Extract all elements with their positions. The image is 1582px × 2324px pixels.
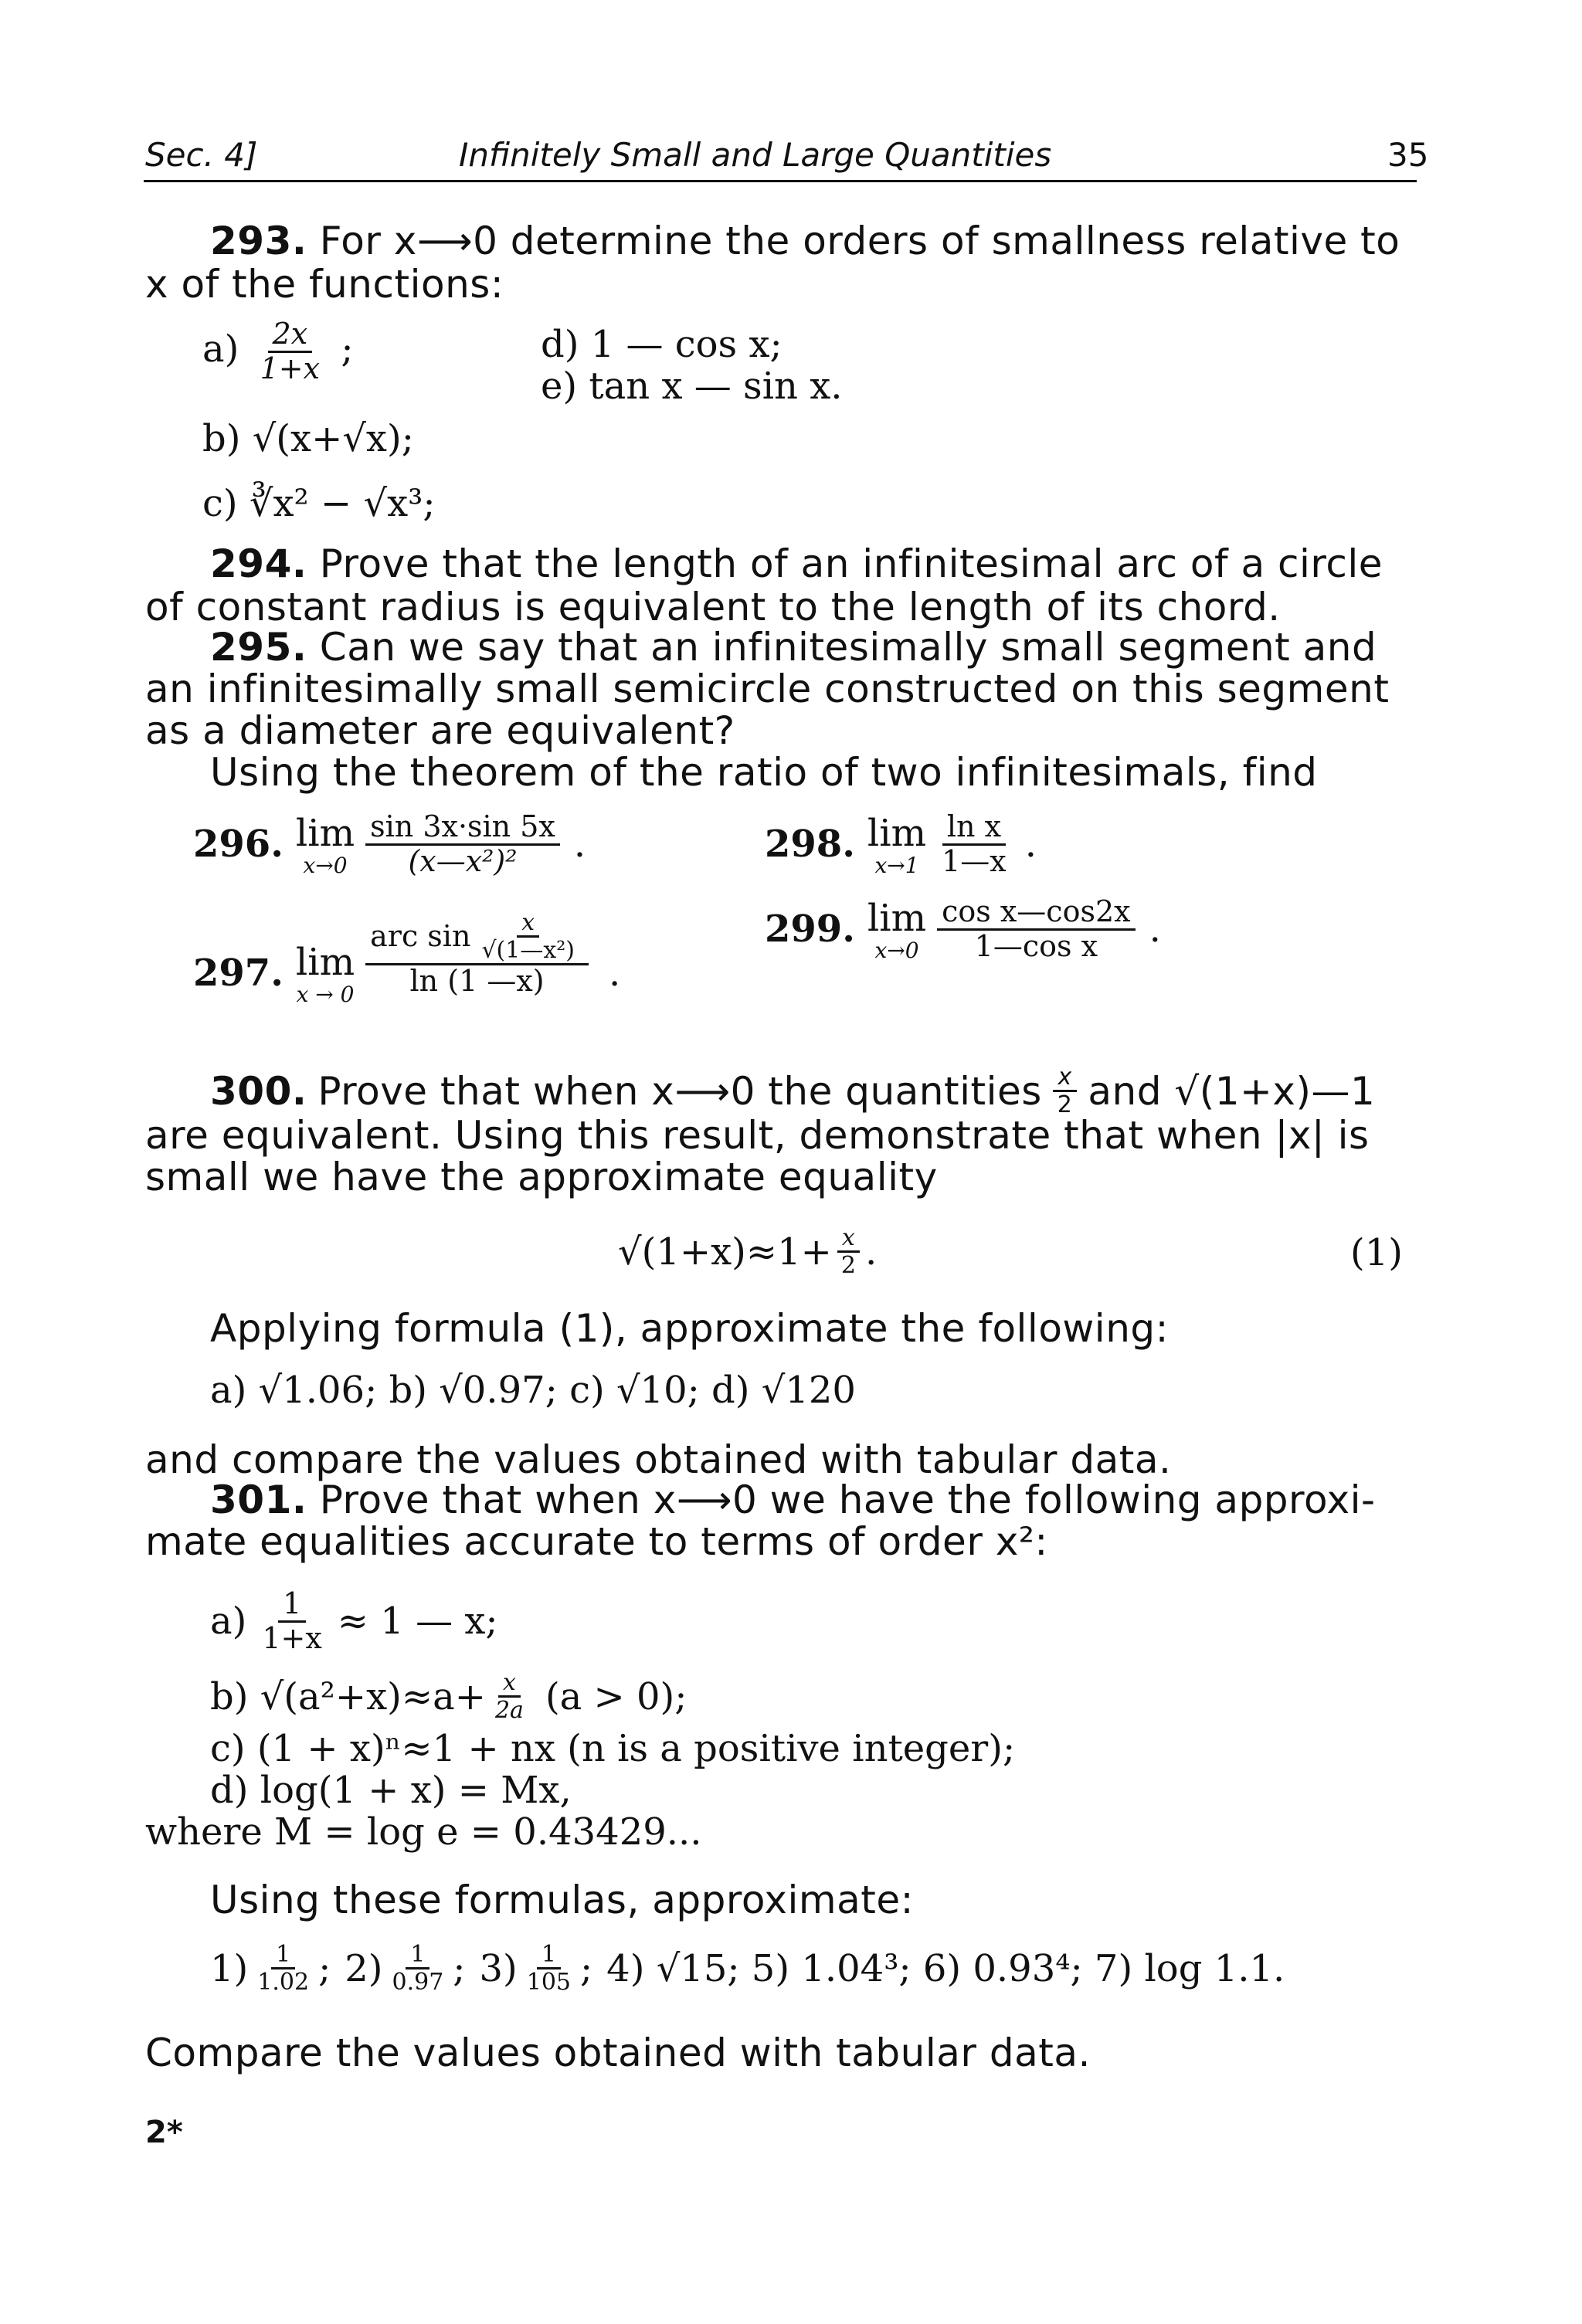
problem-294-line1: 294. Prove that the length of an infinitesimal arc of a circle (210, 541, 1383, 586)
problem-301-c: c) (1 + x)ⁿ≈1 + nx (n is a positive integer); (210, 1727, 1016, 1770)
approximation-items: 1) $\frac{1}{1.02}$ ; 2) $\frac{1}{0.97}$ ; 3) $\frac{1}{105}$ ; 4) √15; 5) 1.04³; 6) 0.93⁴; 7) log 1.1. (210, 1941, 1285, 1996)
applying-instruction: Applying formula (1), approximate the following: (210, 1306, 1169, 1351)
signature-mark: 2* (145, 2115, 183, 2150)
problem-295-line2: an infinitesimally small semicircle constructed on this segment (145, 667, 1390, 711)
fraction: $\frac{1}{1+x}$ (262, 1586, 322, 1655)
fraction: $\frac{1}{1.02}$ (257, 1941, 310, 1996)
problem-295-number: 295. (210, 625, 307, 670)
formula-1: √(1+x)≈1+ $\frac{x}{2}$ . (618, 1224, 878, 1279)
problem-295-line1: 295. Can we say that an infinitesimally small segment and (210, 625, 1377, 670)
problem-295-line3: as a diameter are equivalent? (145, 708, 735, 753)
problem-301-a: a) $\frac{1}{1+x}$ ≈ 1 — x; (210, 1586, 498, 1655)
problem-301-line2: mate equalities accurate to terms of order x²: (145, 1519, 1048, 1564)
problem-301-b: b) √(a²+x)≈a+ $\frac{x}{2a}$ (a > 0); (210, 1669, 687, 1724)
fraction: $\frac{\sin 3x\cdot\sin 5x}{\text{(x—x²)²}}$ (365, 811, 560, 878)
problem-293-d: d) 1 — cos x; (541, 323, 783, 366)
problem-293-c: c) ∛x² − √x³; (202, 482, 436, 525)
limit: lim x→0 (867, 897, 927, 964)
problem-293-b: b) √(x+√x); (202, 417, 414, 460)
problem-301-d: d) log(1 + x) = Mx, (210, 1769, 572, 1812)
problem-293-a: a) $\frac{2x}{1+x}$ ; (202, 317, 354, 385)
problem-293-number: 293. (210, 219, 307, 263)
problem-298: 298. lim x→1 $\frac{\text{ln x}}{1—x}$ . (765, 809, 1037, 879)
problem-300-number: 300. (210, 1068, 307, 1114)
problem-296: 296. lim x→0 $\frac{\sin 3x\cdot\sin 5x}{\text{(x—x²)²}}$ . (193, 809, 586, 879)
problem-294-line2: of constant radius is equivalent to the length of its chord. (145, 585, 1281, 629)
fraction: $\frac{1}{0.97}$ (392, 1941, 444, 1996)
header-rule (144, 180, 1417, 182)
problem-300-line2: are equivalent. Using this result, demonstrate that when |x| is (145, 1113, 1370, 1158)
running-title: Infinitely Small and Large Quantities (459, 136, 1052, 174)
problem-299: 299. lim x→0 $\frac{\text{cos x—cos2x}}{\text{1—cos x}}$ . (765, 894, 1161, 964)
problem-293-line1: 293. For x⟶0 determine the orders of smallness relative to (210, 219, 1400, 263)
problem-301-line1: 301. Prove that when x⟶0 we have the following approxi- (210, 1478, 1376, 1522)
fraction: $\frac{2x}{1+x}$ (260, 317, 321, 385)
limit: lim x→1 (867, 812, 927, 879)
limit: lim x → 0 (295, 941, 355, 1007)
fraction: $\frac{x}{2}$ (1053, 1064, 1078, 1118)
problem-301-where: where M = log e = 0.43429... (145, 1810, 702, 1854)
theorem-instruction: Using the theorem of the ratio of two infinitesimals, find (210, 750, 1318, 795)
problem-300-line1: 300. Prove that when x⟶0 the quantities $\frac{x}{2}$ and √(1+x)—1 (210, 1064, 1376, 1118)
section-label: Sec. 4] (145, 136, 258, 174)
fraction: $\frac{1}{105}$ (526, 1941, 571, 1996)
problem-300-line3: small we have the approximate equality (145, 1155, 938, 1199)
fraction: $\frac{x}{2a}$ (494, 1669, 524, 1724)
fraction: arc sin $\frac{x}{\text{√(1—x²)}}$ ln (1 —x) (365, 910, 589, 998)
fraction: $\frac{x}{2}$ (837, 1225, 861, 1278)
problem-293-e: e) tan x — sin x. (541, 365, 843, 408)
fraction: $\frac{\text{ln x}}{1—x}$ (942, 809, 1007, 878)
fraction: $\frac{\text{cos x—cos2x}}{\text{1—cos x}}$ (937, 896, 1135, 963)
problem-300-items: a) √1.06; b) √0.97; c) √10; d) √120 (210, 1369, 856, 1412)
page-number: 35 (1387, 136, 1429, 174)
problem-301-number: 301. (210, 1478, 307, 1522)
equation-label: (1) (1350, 1231, 1403, 1274)
problem-300-compare: and compare the values obtained with tabular data. (145, 1437, 1172, 1482)
problem-293-line2: x of the functions: (145, 262, 504, 307)
problem-301-compare: Compare the values obtained with tabular data. (145, 2031, 1091, 2075)
problem-294-number: 294. (210, 541, 307, 586)
problem-297: 297. lim x → 0 arc sin $\frac{x}{\text{√(1—x²)}}$ ln (1 —x) . (193, 909, 621, 1007)
limit: lim x→0 (295, 812, 355, 879)
using-formulas: Using these formulas, approximate: (210, 1878, 914, 1922)
